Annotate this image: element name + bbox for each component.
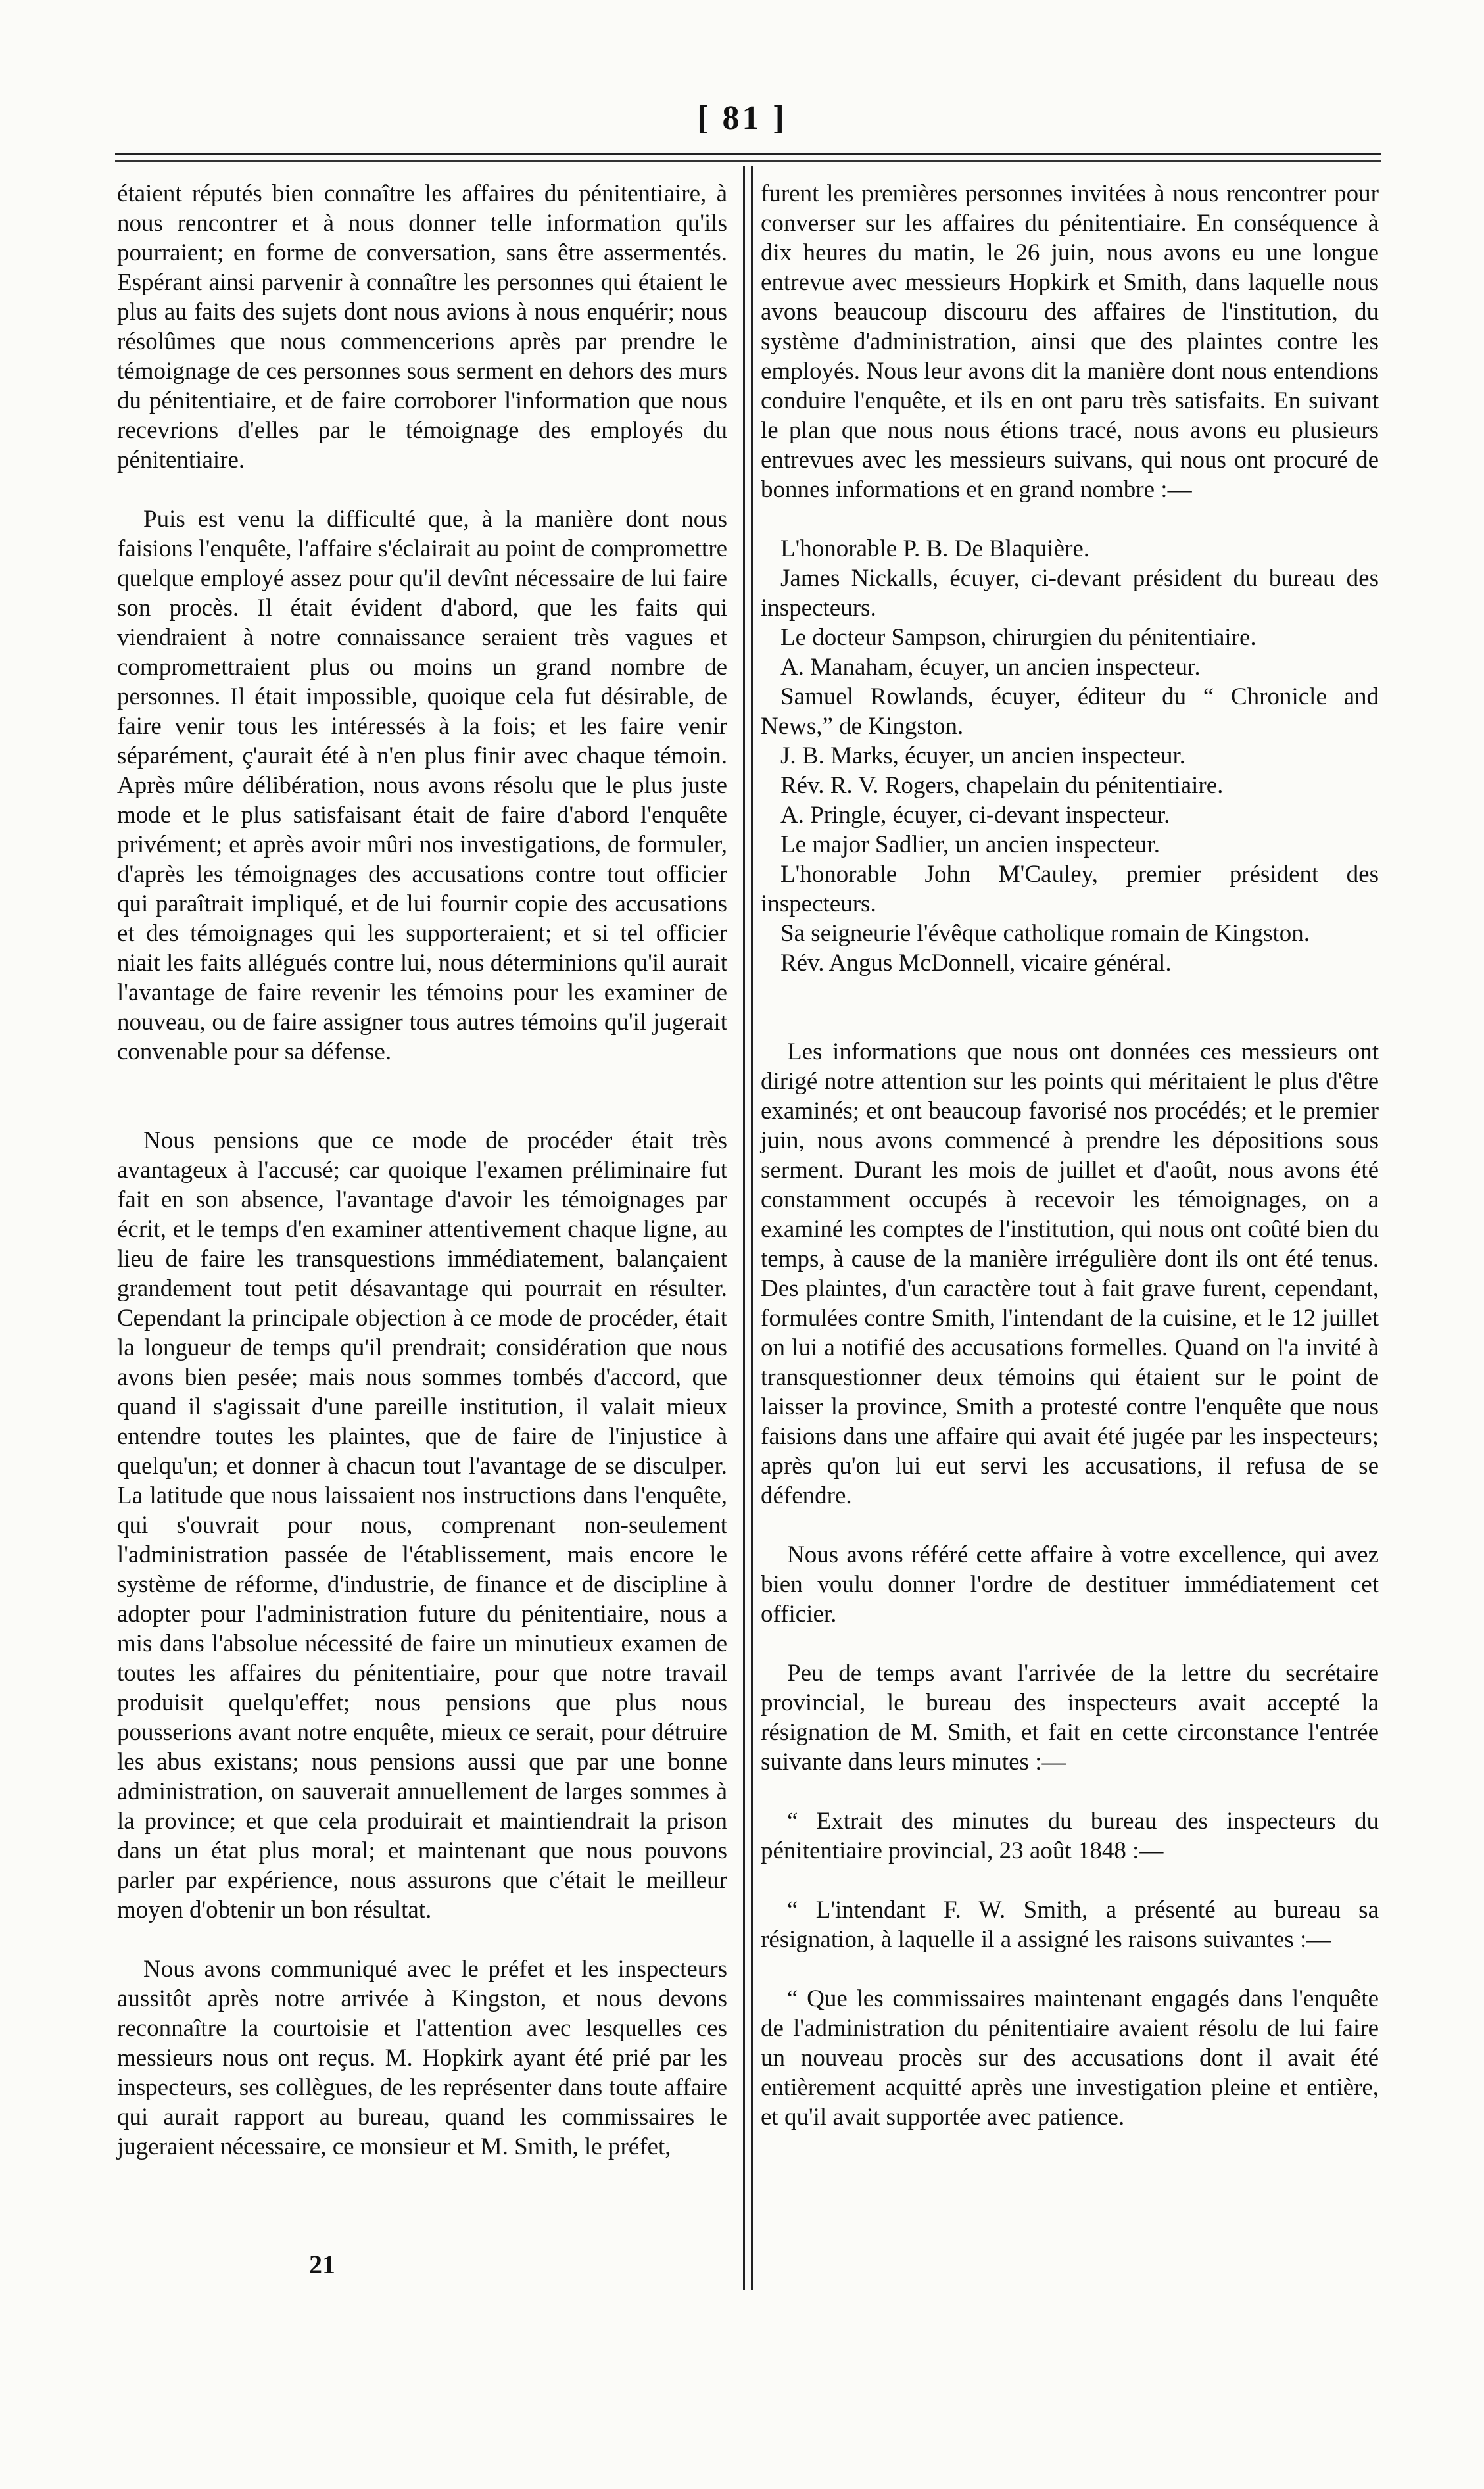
list-item: Sa seigneurie l'évêque catholique romain de Kingston. <box>780 920 1310 947</box>
list-item: Le major Sadlier, un ancien inspecteur. <box>780 831 1160 858</box>
right-column <box>761 179 1379 2132</box>
list-item: Rév. Angus McDonnell, vicaire général. <box>780 950 1172 977</box>
header-rule <box>115 153 1381 155</box>
list-item: Samuel Rowlands, écuyer, éditeur du “ Chronicle and News,” de Kingston. <box>761 683 1379 740</box>
right-paragraph-1: furent les premières personnes invitées à nous rencontrer pour converser sur les affaires du pénitentiaire. En conséquence à dix heures du matin, le 26 juin, nous avons eu une longue entrevue avec messieurs Hopkirk et Smith, dans laquelle nous avons beaucoup discouru des affaires de l'institution, du système d'administration, ainsi que des plaintes contre les employés. Nous leur avons dit la manière dont nous entendions conduire l'enquête, et ils en ont paru très satisfaits. En suivant le plan que nous nous étions tracé, nous avons eu plusieurs entrevues avec les messieurs suivans, qui nous ont procuré de bonnes informations et en grand nombre :— <box>761 180 1379 503</box>
list-item: A. Manaham, écuyer, un ancien inspecteur. <box>780 654 1201 681</box>
list-item: J. B. Marks, écuyer, un ancien inspecteur. <box>780 742 1186 769</box>
column-divider <box>743 166 753 2290</box>
footer-signature: 21 <box>309 2250 335 2279</box>
page-header: [ 81 ] <box>697 99 787 137</box>
list-item: L'honorable P. B. De Blaquière. <box>780 535 1090 562</box>
left-paragraph-2: Puis est venu la difficulté que, à la manière dont nous faisions l'enquête, l'affaire s'éclairait au point de compromettre quelque employé assez pour qu'il devînt nécessaire de lui faire son procès. Il était évident d'abord, que les faits qui viendraient à notre connaissance seraient très vagues et compromettraient plus ou moins un grand nombre de personnes. Il était impossible, quoique cela fut désirable, de faire venir tous les intéressés à la fois; et les faire venir séparément, ç'aurait été à n'en plus finir avec chaque témoin. Après mûre délibération, nous avons résolu que le plus juste mode et le plus satisfaisant était de faire d'abord l'enquête privément; et après avoir mûri nos investigations, de formuler, d'après les témoignages des accusations contre tout officier qui paraîtrait impliqué, et de lui fournir copie des accusations et des témoignages qui les supporteraient; et si tel officier niait les faits allégués contre lui, nous déterminions qu'il aurait l'avantage de faire revenir les témoins pour les examiner de nouveau, ou de faire assigner tous autres témoins qu'il jugerait convenable pour sa défense. <box>117 506 727 1065</box>
header-rule-thin <box>115 160 1381 162</box>
right-paragraph-5: “ Extrait des minutes du bureau des inspecteurs du pénitentiaire provincial, 23 août 1848 :— <box>761 1808 1379 1864</box>
right-paragraph-3: Nous avons référé cette affaire à votre excellence, qui avez bien voulu donner l'ordre de destituer immédiatement cet officier. <box>761 1541 1379 1628</box>
right-paragraph-4: Peu de temps avant l'arrivée de la lettre du secrétaire provincial, le bureau des inspecteurs avait accepté la résignation de M. Smith, et fait en cette circonstance l'entrée suivante dans leurs minutes :— <box>761 1660 1379 1776</box>
right-paragraph-7: “ Que les commissaires maintenant engagés dans l'enquête de l'administration du pénitentiaire avaient résolu de lui faire un nouveau procès sur des accusations dont il avait été entièrement acquitté après une investigation pleine et entière, et qu'il avait supportée avec patience. <box>761 1985 1379 2131</box>
witness-list <box>761 534 1379 978</box>
list-item: Rév. R. V. Rogers, chapelain du pénitentiaire. <box>780 772 1224 799</box>
left-paragraph-1: étaient réputés bien connaître les affaires du pénitentiaire, à nous rencontrer et à nous donner telle information qu'ils pourraient; en forme de conversation, sans être assermentés. Espérant ainsi parvenir à connaître les personnes qui étaient le plus au faits des sujets dont nous avions à nous enquérir; nous résolûmes que nous commencerions après par prendre le témoignage de ces personnes sous serment en dehors des murs du pénitentiaire, et de faire corroborer l'information que nous recevrions d'elles par le témoignage des employés du pénitentiaire. <box>117 180 727 473</box>
left-paragraph-4: Nous avons communiqué avec le préfet et les inspecteurs aussitôt après notre arrivée à Kingston, et nous devons reconnaître la courtoisie et l'attention avec lesquelles ces messieurs nous ont reçus. M. Hopkirk ayant été prié par les inspecteurs, ses collègues, de les représenter dans toute affaire qui aurait rapport au bureau, quand les commissaires le jugeraient nécessaire, ce monsieur et M. Smith, le préfet, <box>117 1956 727 2160</box>
right-paragraph-2: Les informations que nous ont données ces messieurs ont dirigé notre attention sur les points qui méritaient le plus d'être examinés; et ont beaucoup favorisé nos procédés; et le premier juin, nous avons commencé à prendre les dépositions sous serment. Durant les mois de juillet et d'août, nous avons été constamment occupés à recevoir les témoignages, on a examiné les comptes de l'institution, qui nous ont coûté bien du temps, à cause de la manière irrégulière dont ils ont été tenus. Des plaintes, d'un caractère tout à fait grave furent, cependant, formulées contre Smith, l'intendant de la cuisine, et le 12 juillet on lui a notifié des accusations formelles. Quand on l'a invité à transquestionner deux témoins qui étaient sur le point de laisser la province, Smith a protesté contre l'enquête que nous faisions dans une affaire qui avait été jugée par les inspecteurs; après qu'on lui eut servi les accusations, il refusa de se défendre. <box>761 1038 1379 1509</box>
left-column <box>117 179 727 2162</box>
list-item: A. Pringle, écuyer, ci-devant inspecteur. <box>780 802 1170 829</box>
right-paragraph-6: “ L'intendant F. W. Smith, a présenté au bureau sa résignation, à laquelle il a assigné les raisons suivantes :— <box>761 1897 1379 1953</box>
left-paragraph-3: Nous pensions que ce mode de procéder était très avantageux à l'accusé; car quoique l'examen préliminaire fut fait en son absence, l'avantage d'avoir les témoignages par écrit, et le temps d'en examiner attentivement chaque ligne, au lieu de faire les transquestions immédiatement, balançaient grandement tout petit désavantage qui pourrait en résulter. Cependant la principale objection à ce mode de procéder, était la longueur de temps qu'il prendrait; considération que nous avons bien pesée; mais nous sommes tombés d'accord, que quand il s'agissait d'une pareille institution, il valait mieux entendre toutes les plaintes, que de faire de l'injustice à quelqu'un; et donner à chacun tout l'avantage de se disculper. La latitude que nous laissaient nos instructions dans l'enquête, qui s'ouvrait pour nous, comprenant non-seulement l'administration passée de l'établissement, mais encore le système de réforme, d'industrie, de finance et de discipline à adopter pour l'administration future du pénitentiaire, nous a mis dans l'absolue nécessité de faire un minutieux examen de toutes les affaires du pénitentiaire, pour que notre travail produisit quelqu'effet; nous pensions que plus nous pousserions avant notre enquête, mieux ce serait, pour détruire les abus existans; nous pensions aussi que par une bonne administration, on sauverait annuellement de larges sommes à la province; et que cela produirait et maintiendrait la prison dans un état plus moral; et maintenant que nous pouvons parler par expérience, nous assurons que c'était le meilleur moyen d'obtenir un bon résultat. <box>117 1127 727 1923</box>
list-item: L'honorable John M'Cauley, premier président des inspecteurs. <box>761 861 1379 917</box>
list-item: Le docteur Sampson, chirurgien du pénitentiaire. <box>780 624 1257 651</box>
list-item: James Nickalls, écuyer, ci-devant président du bureau des inspecteurs. <box>761 565 1379 621</box>
